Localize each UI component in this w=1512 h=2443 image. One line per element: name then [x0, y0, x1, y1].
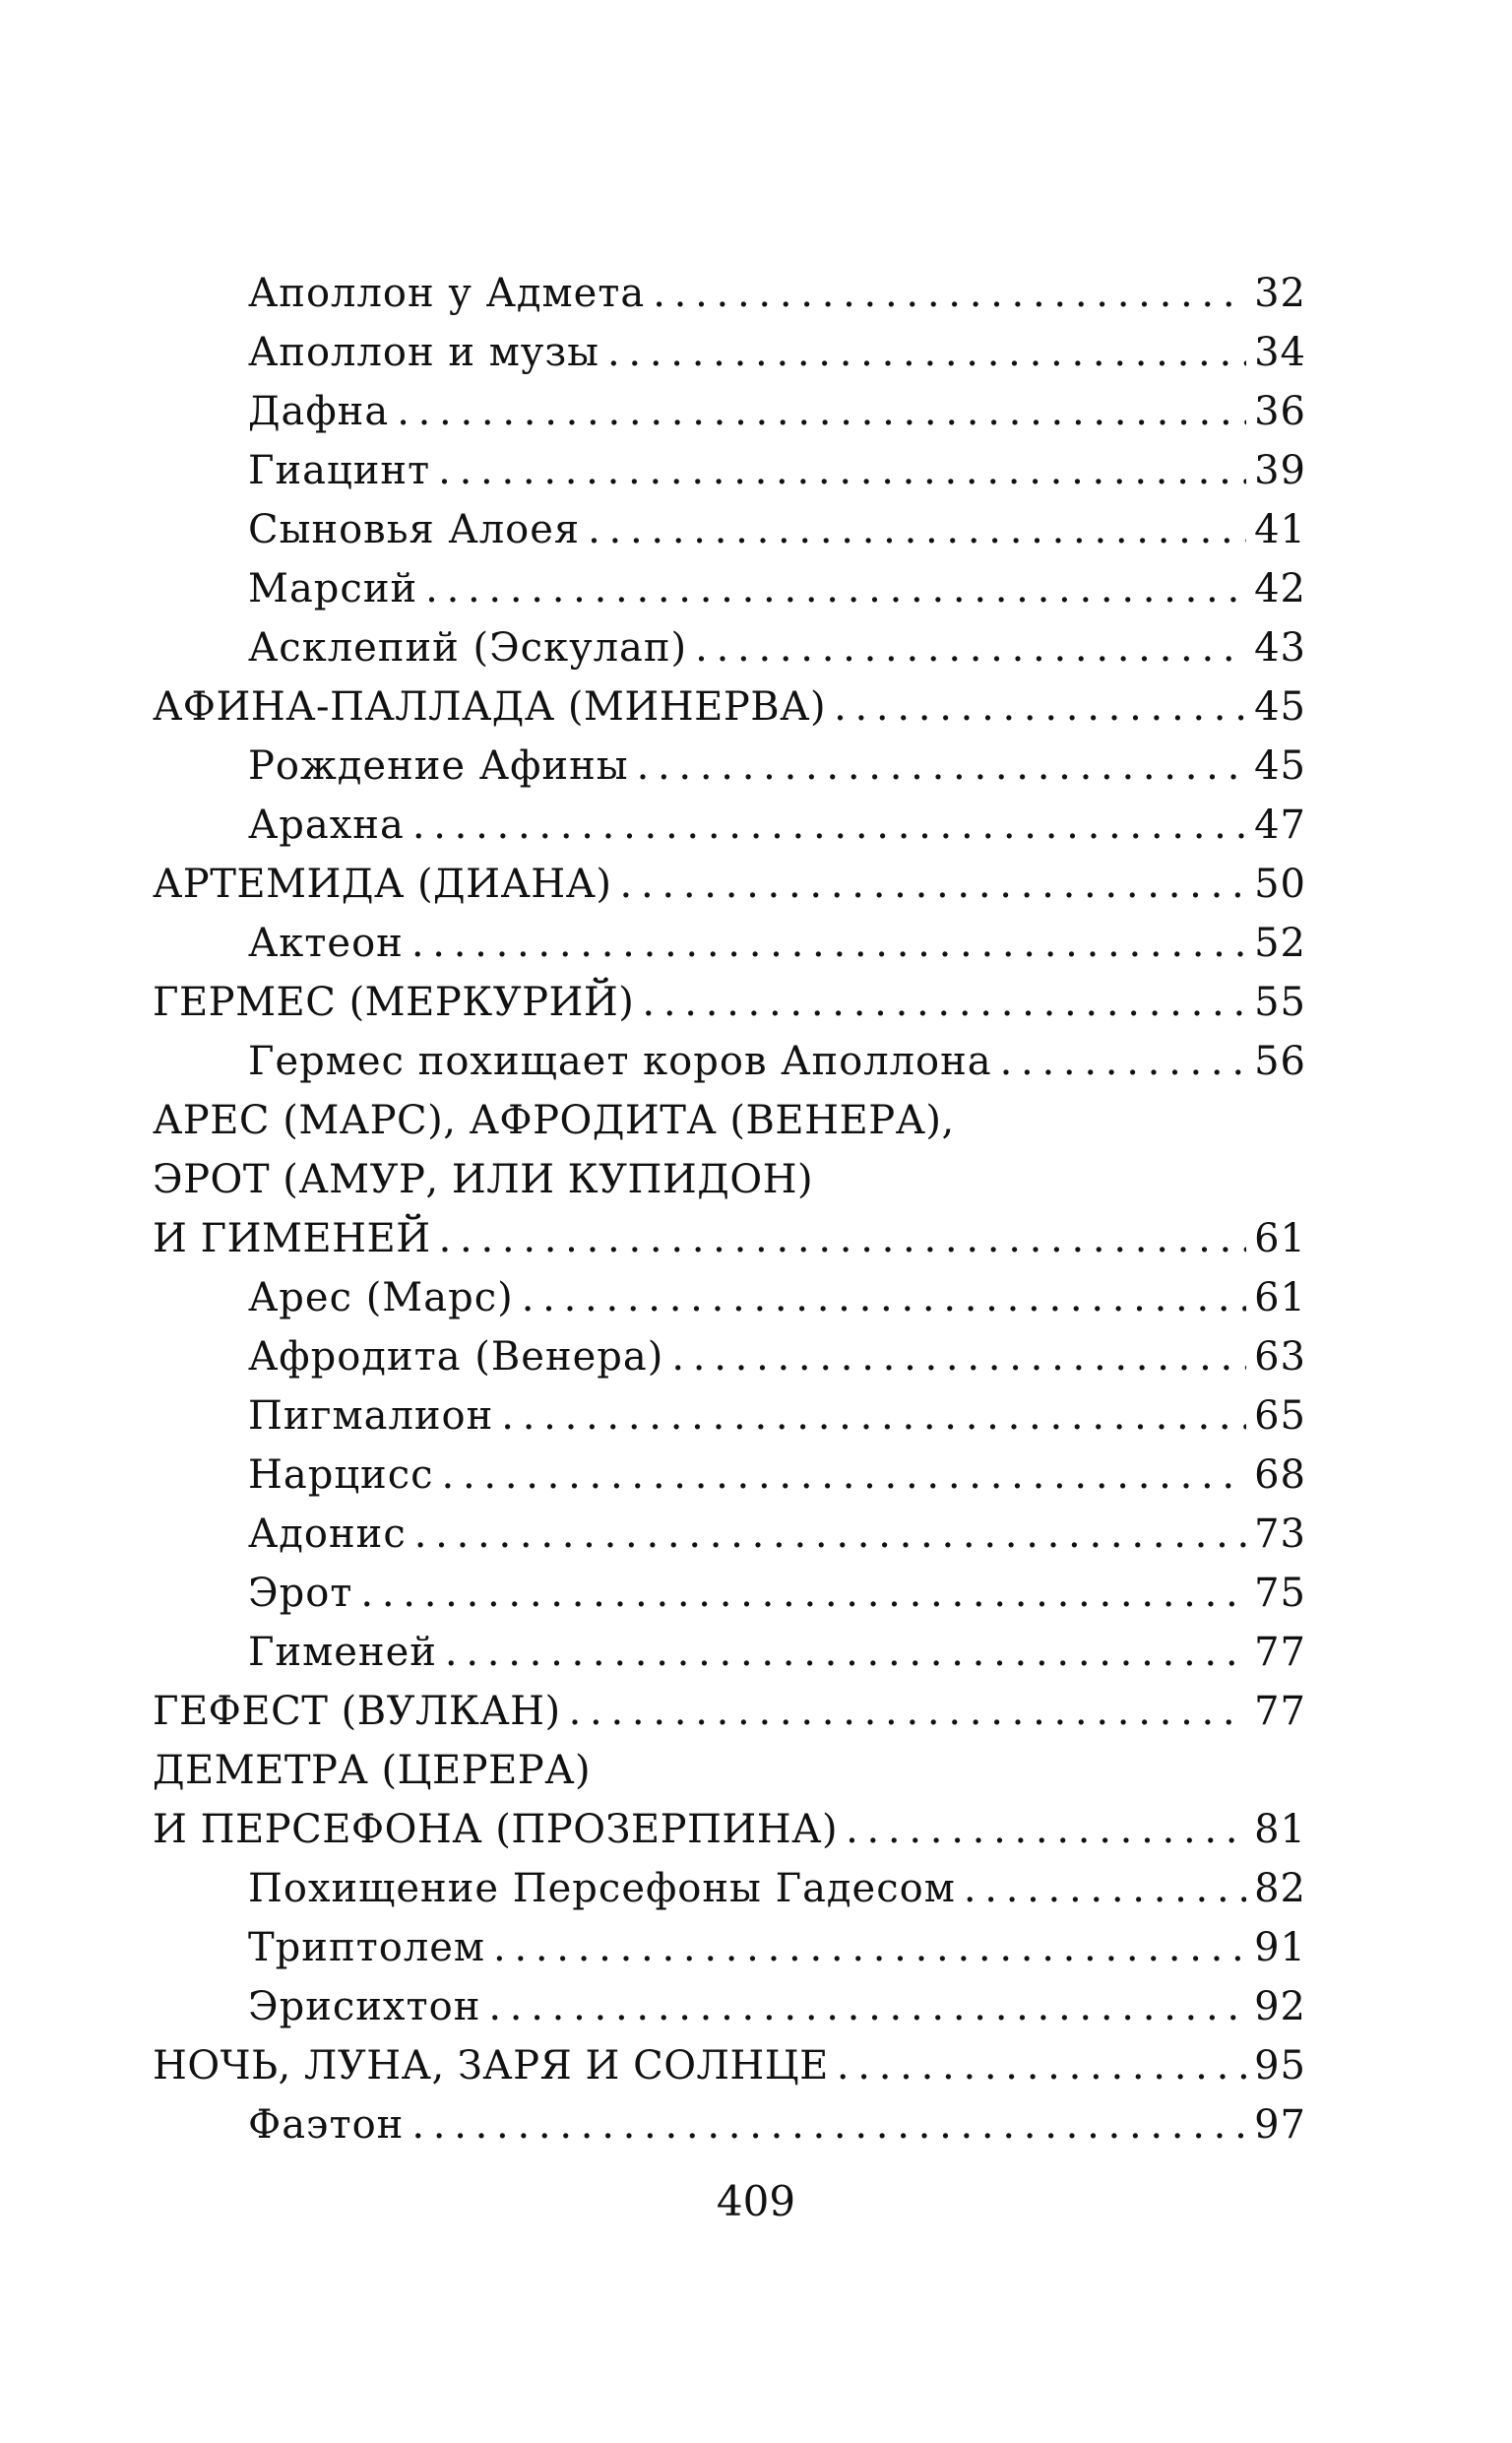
dot-leader — [607, 323, 1246, 382]
toc-entry-page: 32 — [1254, 271, 1306, 316]
toc-entry-sub — [153, 323, 1306, 382]
toc-entry-title: Актеон — [248, 921, 404, 966]
toc-entry-section — [153, 855, 1306, 914]
toc-entry-page: 45 — [1254, 743, 1306, 789]
toc-entry-sub — [153, 1977, 1306, 2036]
page-number: 409 — [716, 2177, 796, 2225]
toc-entry-section — [153, 677, 1306, 737]
dot-leader — [425, 559, 1246, 618]
toc-entry-title: Рождение Афины — [248, 743, 629, 789]
toc-entry-sub — [153, 2095, 1306, 2154]
toc-entry-page: 68 — [1254, 1452, 1306, 1498]
dot-leader — [397, 382, 1246, 441]
toc-entry-title: Арахна — [248, 803, 405, 848]
toc-entry-title: Эрот — [248, 1571, 353, 1616]
dot-leader — [1000, 1032, 1246, 1091]
dot-leader — [637, 737, 1247, 796]
toc-entry-page: 61 — [1254, 1275, 1306, 1320]
toc-entry-sub — [153, 264, 1306, 323]
toc-entry-sub — [153, 1623, 1306, 1682]
toc-entry-section — [153, 1741, 1306, 1800]
toc-entry-page: 77 — [1254, 1689, 1306, 1734]
dot-leader — [642, 973, 1246, 1032]
toc-entry-section — [153, 1150, 1306, 1209]
toc-entry-sub — [153, 737, 1306, 796]
dot-leader — [439, 1209, 1247, 1268]
toc-entry-page: 82 — [1254, 1866, 1306, 1911]
dot-leader — [522, 1268, 1246, 1327]
dot-leader — [964, 1859, 1246, 1918]
toc-entry-title: Аполлон у Адмета — [248, 271, 646, 316]
toc-entry-title: Похищение Персефоны Гадесом — [248, 1866, 956, 1911]
dot-leader — [360, 1564, 1246, 1623]
dot-leader — [438, 441, 1246, 500]
toc-entry-title: Гиацинт — [248, 448, 431, 493]
toc-entry-page: 45 — [1254, 684, 1306, 730]
toc-entry-sub — [153, 1564, 1306, 1623]
toc-entry-page: 97 — [1254, 2102, 1306, 2148]
toc-entry-page: 34 — [1254, 330, 1306, 375]
toc-entry-sub — [153, 1386, 1306, 1446]
dot-leader — [653, 264, 1246, 323]
toc-entry-page: 61 — [1254, 1216, 1306, 1261]
dot-leader — [834, 677, 1246, 737]
toc-entry-sub — [153, 441, 1306, 500]
toc-entry-sub — [153, 914, 1306, 973]
dot-leader — [846, 1800, 1246, 1859]
toc-entry-sub — [153, 1032, 1306, 1091]
toc-entry-title: Сыновья Алоея — [248, 507, 581, 552]
toc-entry-page: 56 — [1254, 1039, 1306, 1084]
toc-entry-title: Пигмалион — [248, 1393, 494, 1439]
toc-entry-page: 52 — [1254, 921, 1306, 966]
toc-entry-title: Триптолем — [248, 1925, 486, 1970]
toc-entry-title: ЭРОТ (АМУР, ИЛИ КУПИДОН) — [153, 1157, 814, 1202]
toc-entry-sub — [153, 618, 1306, 677]
toc-entry-title: Адонис — [248, 1511, 407, 1557]
toc-entry-sub — [153, 1327, 1306, 1386]
toc-entry-section — [153, 2036, 1306, 2095]
dot-leader — [671, 1327, 1246, 1386]
toc-entry-page: 65 — [1254, 1393, 1306, 1439]
toc-entry-sub — [153, 559, 1306, 618]
dot-leader — [620, 855, 1247, 914]
table-of-contents — [153, 264, 1306, 2154]
toc-entry-sub — [153, 1859, 1306, 1918]
dot-leader — [493, 1918, 1246, 1977]
dot-leader — [414, 1505, 1246, 1564]
toc-entry-sub — [153, 796, 1306, 855]
toc-entry-page: 75 — [1254, 1571, 1306, 1616]
toc-entry-title: Арес (Марс) — [248, 1275, 514, 1320]
toc-entry-page: 42 — [1254, 566, 1306, 611]
toc-entry-page: 92 — [1254, 1984, 1306, 2029]
toc-entry-title: Гермес похищает коров Аполлона — [248, 1039, 992, 1084]
toc-entry-sub — [153, 1505, 1306, 1564]
toc-entry-page: 95 — [1254, 2043, 1306, 2089]
toc-entry-section — [153, 1682, 1306, 1741]
dot-leader — [488, 1977, 1246, 2036]
dot-leader — [411, 914, 1246, 973]
toc-entry-page: 81 — [1254, 1807, 1306, 1852]
toc-entry-sub — [153, 1268, 1306, 1327]
toc-entry-page: 50 — [1254, 862, 1306, 907]
toc-entry-section — [153, 1800, 1306, 1859]
dot-leader — [501, 1386, 1246, 1446]
toc-entry-page: 91 — [1254, 1925, 1306, 1970]
toc-entry-title: Нарцисс — [248, 1452, 434, 1498]
toc-entry-title: Аполлон и музы — [248, 330, 599, 375]
toc-entry-title: И ГИМЕНЕЙ — [153, 1216, 431, 1261]
dot-leader — [445, 1623, 1246, 1682]
toc-entry-title: Эрисихтон — [248, 1984, 481, 2029]
toc-entry-page: 43 — [1254, 625, 1306, 671]
toc-entry-page: 55 — [1254, 980, 1306, 1025]
toc-entry-page: 73 — [1254, 1511, 1306, 1557]
toc-entry-section — [153, 973, 1306, 1032]
toc-entry-title: ГЕРМЕС (МЕРКУРИЙ) — [153, 980, 635, 1025]
dot-leader — [588, 500, 1246, 559]
dot-leader — [695, 618, 1246, 677]
toc-entry-section — [153, 1091, 1306, 1150]
dot-leader — [569, 1682, 1246, 1741]
toc-entry-page: 63 — [1254, 1334, 1306, 1380]
toc-entry-page: 41 — [1254, 507, 1306, 552]
toc-entry-title: Афродита (Венера) — [248, 1334, 664, 1380]
toc-entry-title: АФИНА-ПАЛЛАДА (МИНЕРВА) — [153, 684, 827, 730]
toc-entry-sub — [153, 500, 1306, 559]
toc-entry-title: АРТЕМИДА (ДИАНА) — [153, 862, 612, 907]
toc-entry-sub — [153, 382, 1306, 441]
dot-leader — [442, 1446, 1247, 1505]
toc-entry-page: 77 — [1254, 1630, 1306, 1675]
toc-entry-title: Гименей — [248, 1630, 437, 1675]
toc-entry-page: 36 — [1254, 389, 1306, 434]
toc-entry-title: ДЕМЕТРА (ЦЕРЕРА) — [153, 1748, 592, 1793]
toc-entry-title: И ПЕРСЕФОНА (ПРОЗЕРПИНА) — [153, 1807, 839, 1852]
dot-leader — [412, 796, 1246, 855]
toc-entry-section — [153, 1209, 1306, 1268]
dot-leader — [837, 2036, 1246, 2095]
toc-entry-title: АРЕС (МАРС), АФРОДИТА (ВЕНЕРА), — [153, 1098, 955, 1143]
toc-entry-title: Марсий — [248, 566, 418, 611]
toc-entry-page: 47 — [1254, 803, 1306, 848]
toc-entry-sub — [153, 1918, 1306, 1977]
toc-entry-title: ГЕФЕСТ (ВУЛКАН) — [153, 1689, 561, 1734]
toc-entry-page: 39 — [1254, 448, 1306, 493]
toc-entry-sub — [153, 1446, 1306, 1505]
toc-entry-title: Асклепий (Эскулап) — [248, 625, 688, 671]
toc-entry-title: НОЧЬ, ЛУНА, ЗАРЯ И СОЛНЦЕ — [153, 2043, 829, 2089]
toc-entry-title: Фаэтон — [248, 2102, 405, 2148]
toc-entry-title: Дафна — [248, 389, 390, 434]
dot-leader — [411, 2095, 1246, 2154]
